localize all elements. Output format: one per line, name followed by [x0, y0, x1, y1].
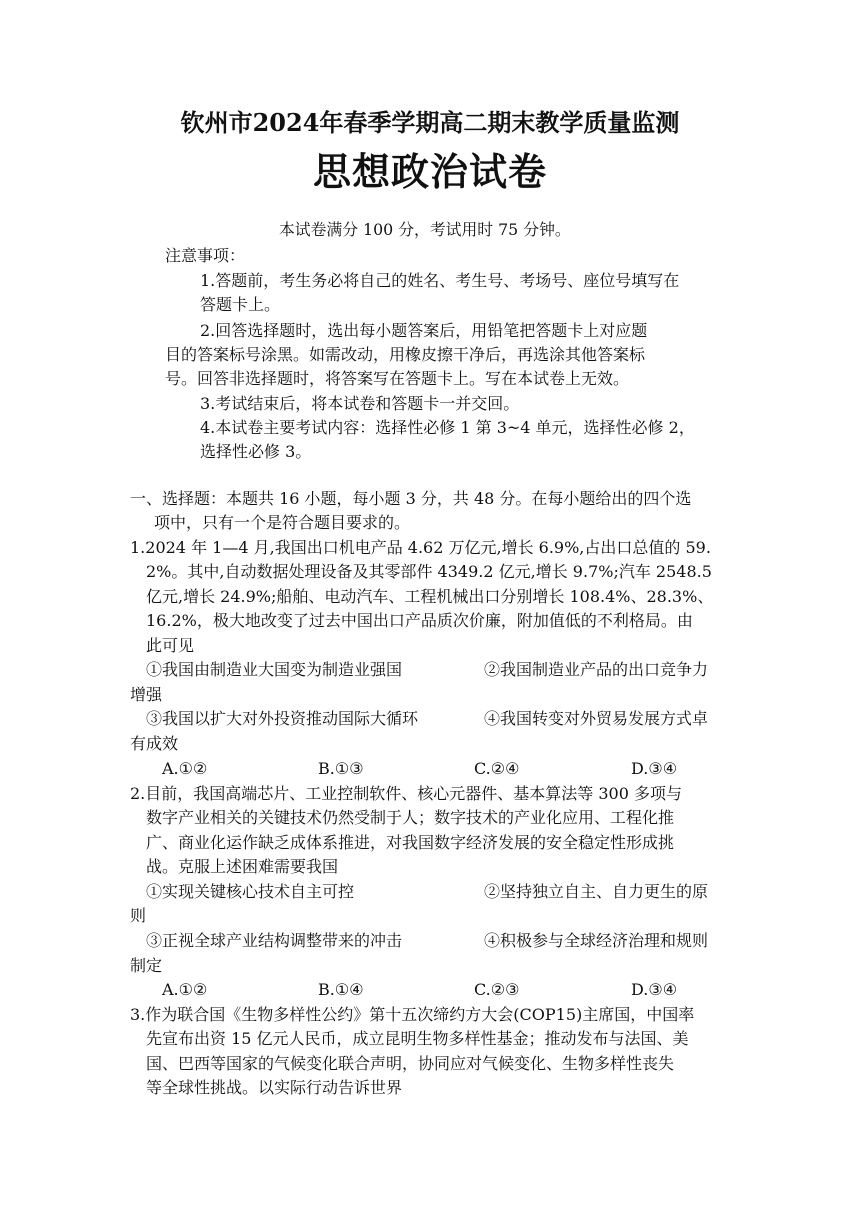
- q2-option-d: D.③④: [631, 980, 678, 999]
- q1-item-4-cont: 有成效: [130, 734, 179, 753]
- note-line: 目的答案标号涂黑。如需改动，用橡皮擦干净后，再选涂其他答案标: [165, 345, 646, 364]
- q2-item-2-cont: 则: [130, 906, 147, 925]
- q1-stem-line: 1.2024 年 1—4 月,我国出口机电产品 4.62 万亿元,增长 6.9%,占出口总值的 59.: [130, 538, 711, 557]
- q3-stem-line: 3.作为联合国《生物多样性公约》第十五次缔约方大会(COP15)主席国，中国率: [130, 1005, 695, 1024]
- q1-option-c: C.②④: [474, 759, 520, 778]
- q1-stem-line: 2%。其中,自动数据处理设备及其零部件 4349.2 亿元,增长 9.7%;汽车 2548.5: [146, 562, 712, 581]
- q1-item-2-cont: 增强: [130, 685, 163, 704]
- q1-stem-line: 16.2%，极大地改变了过去中国出口产品质次价廉，附加值低的不利格局。由: [146, 611, 693, 630]
- q1-option-b: B.①③: [318, 759, 364, 778]
- q3-stem-line: 先宣布出资 15 亿元人民币，成立昆明生物多样性基金；推动发布与法国、美: [146, 1029, 689, 1048]
- q2-option-c: C.②③: [474, 980, 520, 999]
- notes-heading: 注意事项：: [165, 246, 246, 265]
- note-line: 2.回答选择题时，选出每小题答案后，用铅笔把答题卡上对应题: [200, 321, 648, 340]
- q2-item-1: ①实现关键核心技术自主可控: [146, 882, 355, 901]
- note-line: 选择性必修 3。: [200, 442, 312, 461]
- note-line: 答题卡上。: [200, 295, 281, 314]
- q2-option-b: B.①④: [318, 980, 364, 999]
- q2-stem-line: 2.目前，我国高端芯片、工业控制软件、核心元器件、基本算法等 300 多项与: [130, 784, 682, 803]
- note-line: 1.答题前，考生务必将自己的姓名、考生号、考场号、座位号填写在: [200, 271, 680, 290]
- q2-item-4: ④积极参与全球经济治理和规则: [484, 931, 709, 950]
- q2-item-2: ②坚持独立自主、自力更生的原: [484, 882, 709, 901]
- q1-stem-line: 此可见: [146, 636, 195, 655]
- q2-stem-line: 广、商业化运作缺乏成体系推进，对我国数字经济发展的安全稳定性形成挑: [146, 833, 675, 852]
- q1-option-a: A.①②: [162, 759, 208, 778]
- note-line: 号。回答非选择题时，将答案写在答题卡上。写在本试卷上无效。: [165, 369, 630, 388]
- q1-option-d: D.③④: [631, 759, 678, 778]
- q1-item-1: ①我国由制造业大国变为制造业强国: [146, 660, 403, 679]
- exam-info: 本试卷满分 100 分，考试用时 75 分钟。: [278, 220, 571, 239]
- q3-stem-line: 等全球性挑战。以实际行动告诉世界: [146, 1078, 403, 1097]
- q3-stem-line: 国、巴西等国家的气候变化联合声明，协同应对气候变化、生物多样性丧失: [146, 1054, 675, 1073]
- q2-item-4-cont: 制定: [130, 956, 163, 975]
- exam-title: 钦州市2024年春季学期高二期末教学质量监测: [180, 108, 680, 137]
- note-line: 3.考试结束后，将本试卷和答题卡一并交回。: [200, 394, 520, 413]
- q1-stem-line: 亿元,增长 24.9%;船舶、电动汽车、工程机械出口分别增长 108.4%、28.3%、: [146, 587, 714, 606]
- q2-stem-line: 战。克服上述困难需要我国: [146, 857, 339, 876]
- section-heading: 一、选择题：本题共 16 小题，每小题 3 分，共 48 分。在每小题给出的四个选: [130, 489, 692, 508]
- q2-item-3: ③正视全球产业结构调整带来的冲击: [146, 931, 403, 950]
- exam-subject: 思想政治试卷: [312, 149, 547, 194]
- section-heading-cont: 项中，只有一个是符合题目要求的。: [154, 513, 411, 532]
- q1-item-4: ④我国转变对外贸易发展方式卓: [484, 709, 709, 728]
- q1-item-2: ②我国制造业产品的出口竞争力: [484, 660, 709, 679]
- note-line: 4.本试卷主要考试内容：选择性必修 1 第 3~4 单元，选择性必修 2，: [200, 418, 695, 437]
- q2-option-a: A.①②: [162, 980, 208, 999]
- q1-item-3: ③我国以扩大对外投资推动国际大循环: [146, 709, 419, 728]
- q2-stem-line: 数字产业相关的关键技术仍然受制于人；数字技术的产业化应用、工程化推: [146, 808, 675, 827]
